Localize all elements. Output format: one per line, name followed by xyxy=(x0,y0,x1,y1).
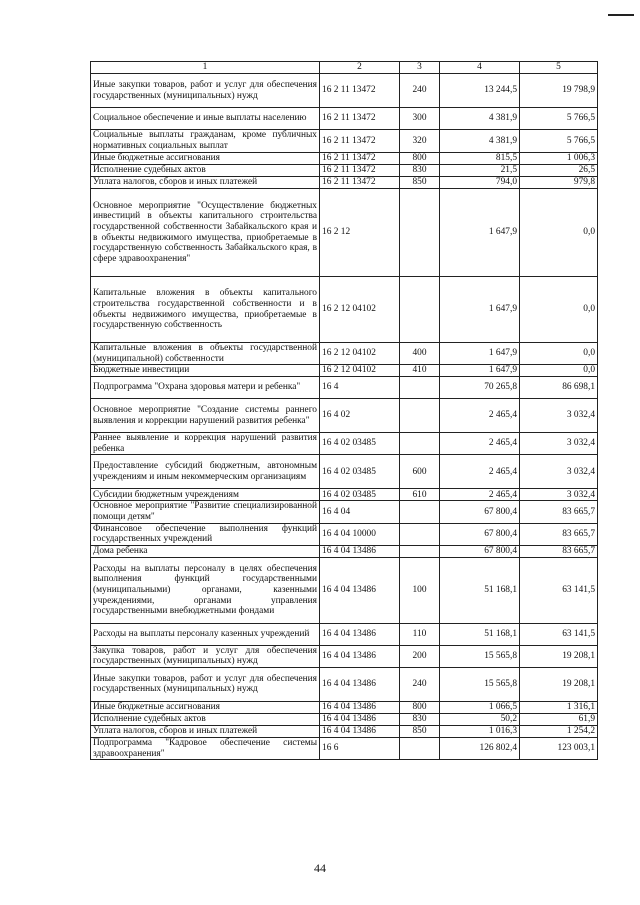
row-expense-type: 850 xyxy=(400,725,440,737)
row-code: 16 2 12 04102 xyxy=(320,343,400,365)
row-amount-col5: 1 316,1 xyxy=(520,701,598,713)
row-name: Бюджетные инвестиции xyxy=(91,365,320,377)
row-name: Капитальные вложения в объекты государственной (муниципальной) собственности xyxy=(91,343,320,365)
row-code: 16 2 11 13472 xyxy=(320,74,400,108)
row-name: Социальное обеспечение и иные выплаты населению xyxy=(91,108,320,130)
row-code: 16 4 04 13486 xyxy=(320,713,400,725)
table-row xyxy=(91,667,598,701)
row-expense-type xyxy=(400,545,440,557)
row-name: Расходы на выплаты персоналу в целях обеспечения выполнения функций государственными (муниципальными) органами, казенными учреждениями, органами управления государственными внебюджетными фондами xyxy=(91,557,320,623)
row-amount-col5: 1 006,3 xyxy=(520,153,598,165)
table-row xyxy=(91,108,598,130)
row-expense-type xyxy=(400,277,440,343)
row-expense-type: 110 xyxy=(400,623,440,645)
row-name: Субсидии бюджетным учреждениям xyxy=(91,489,320,501)
table-row xyxy=(91,713,598,725)
table-row xyxy=(91,501,598,523)
row-amount-col5: 0,0 xyxy=(520,277,598,343)
row-expense-type: 240 xyxy=(400,667,440,701)
row-expense-type xyxy=(400,433,440,455)
row-code: 16 4 04 13486 xyxy=(320,557,400,623)
row-code: 16 4 04 13486 xyxy=(320,701,400,713)
row-amount-col4: 13 244,5 xyxy=(440,74,520,108)
row-amount-col5: 19 208,1 xyxy=(520,645,598,667)
row-amount-col5: 26,5 xyxy=(520,165,598,177)
row-code: 16 2 12 xyxy=(320,189,400,277)
row-amount-col4: 126 802,4 xyxy=(440,737,520,759)
row-amount-col5: 5 766,5 xyxy=(520,130,598,153)
column-number-1: 1 xyxy=(91,62,320,74)
row-name: Уплата налогов, сборов и иных платежей xyxy=(91,177,320,189)
table-row xyxy=(91,737,598,759)
row-amount-col4: 50,2 xyxy=(440,713,520,725)
row-code: 16 4 02 03485 xyxy=(320,455,400,489)
row-amount-col5: 19 208,1 xyxy=(520,667,598,701)
row-code: 16 4 02 03485 xyxy=(320,489,400,501)
row-amount-col4: 1 647,9 xyxy=(440,343,520,365)
row-amount-col4: 2 465,4 xyxy=(440,399,520,433)
row-expense-type xyxy=(400,377,440,399)
row-amount-col4: 1 647,9 xyxy=(440,277,520,343)
row-expense-type: 320 xyxy=(400,130,440,153)
row-amount-col4: 2 465,4 xyxy=(440,455,520,489)
row-expense-type: 800 xyxy=(400,153,440,165)
row-amount-col4: 70 265,8 xyxy=(440,377,520,399)
row-code: 16 4 04 13486 xyxy=(320,645,400,667)
row-amount-col4: 15 565,8 xyxy=(440,645,520,667)
row-amount-col4: 1 647,9 xyxy=(440,365,520,377)
row-code: 16 4 02 03485 xyxy=(320,433,400,455)
row-name: Иные бюджетные ассигнования xyxy=(91,153,320,165)
row-amount-col4: 794,0 xyxy=(440,177,520,189)
row-amount-col5: 83 665,7 xyxy=(520,523,598,545)
table-row xyxy=(91,557,598,623)
table-row xyxy=(91,645,598,667)
row-amount-col5: 19 798,9 xyxy=(520,74,598,108)
row-amount-col5: 86 698,1 xyxy=(520,377,598,399)
table-row xyxy=(91,701,598,713)
row-amount-col4: 1 647,9 xyxy=(440,189,520,277)
row-code: 16 2 11 13472 xyxy=(320,130,400,153)
row-name: Исполнение судебных актов xyxy=(91,713,320,725)
page-number: 44 xyxy=(314,861,326,875)
row-expense-type xyxy=(400,189,440,277)
budget-table-body xyxy=(91,62,598,760)
row-amount-col5: 63 141,5 xyxy=(520,623,598,645)
row-name: Основное мероприятие "Осуществление бюджетных инвестиций в объекты капитального строительства государственной собственности Забайкальского края и в объекты недвижимого имущества, приобретаемые в государственную собственность Забайкальского края, в сфере здравоохранения" xyxy=(91,189,320,277)
table-row xyxy=(91,343,598,365)
row-expense-type: 610 xyxy=(400,489,440,501)
row-amount-col5: 5 766,5 xyxy=(520,108,598,130)
row-expense-type: 200 xyxy=(400,645,440,667)
row-code: 16 2 11 13472 xyxy=(320,177,400,189)
row-expense-type: 100 xyxy=(400,557,440,623)
row-amount-col5: 0,0 xyxy=(520,343,598,365)
table-row xyxy=(91,399,598,433)
table-row xyxy=(91,153,598,165)
row-amount-col4: 4 381,9 xyxy=(440,108,520,130)
row-name: Раннее выявление и коррекция нарушений развития ребенка xyxy=(91,433,320,455)
row-expense-type: 830 xyxy=(400,713,440,725)
table-row xyxy=(91,489,598,501)
row-amount-col5: 83 665,7 xyxy=(520,501,598,523)
row-name: Подпрограмма "Охрана здоровья матери и ребенка" xyxy=(91,377,320,399)
row-name: Иные закупки товаров, работ и услуг для обеспечения государственных (муниципальных) нужд xyxy=(91,74,320,108)
table-row xyxy=(91,433,598,455)
row-code: 16 2 11 13472 xyxy=(320,153,400,165)
row-name: Финансовое обеспечение выполнения функций государственных учреждений xyxy=(91,523,320,545)
row-expense-type: 400 xyxy=(400,343,440,365)
row-expense-type xyxy=(400,501,440,523)
row-code: 16 4 04 10000 xyxy=(320,523,400,545)
row-code: 16 6 xyxy=(320,737,400,759)
row-expense-type: 830 xyxy=(400,165,440,177)
row-code: 16 2 11 13472 xyxy=(320,108,400,130)
row-expense-type xyxy=(400,737,440,759)
table-row xyxy=(91,177,598,189)
row-expense-type: 300 xyxy=(400,108,440,130)
row-code: 16 4 04 13486 xyxy=(320,725,400,737)
row-amount-col5: 979,8 xyxy=(520,177,598,189)
column-number-row xyxy=(91,62,598,74)
row-amount-col5: 83 665,7 xyxy=(520,545,598,557)
row-amount-col5: 0,0 xyxy=(520,189,598,277)
row-amount-col4: 67 800,4 xyxy=(440,545,520,557)
table-row xyxy=(91,523,598,545)
row-amount-col4: 51 168,1 xyxy=(440,623,520,645)
column-number-5: 5 xyxy=(520,62,598,74)
row-expense-type: 240 xyxy=(400,74,440,108)
row-expense-type xyxy=(400,399,440,433)
table-row xyxy=(91,365,598,377)
table-row xyxy=(91,623,598,645)
row-amount-col4: 21,5 xyxy=(440,165,520,177)
column-number-3: 3 xyxy=(400,62,440,74)
table-row xyxy=(91,74,598,108)
row-name: Основное мероприятие "Развитие специализированной помощи детям" xyxy=(91,501,320,523)
table-row xyxy=(91,377,598,399)
row-code: 16 2 11 13472 xyxy=(320,165,400,177)
row-amount-col4: 4 381,9 xyxy=(440,130,520,153)
row-code: 16 4 04 13486 xyxy=(320,545,400,557)
row-name: Иные закупки товаров, работ и услуг для обеспечения государственных (муниципальных) нужд xyxy=(91,667,320,701)
row-amount-col5: 3 032,4 xyxy=(520,433,598,455)
row-expense-type: 600 xyxy=(400,455,440,489)
row-name: Уплата налогов, сборов и иных платежей xyxy=(91,725,320,737)
row-name: Социальные выплаты гражданам, кроме публичных нормативных социальных выплат xyxy=(91,130,320,153)
table-row xyxy=(91,545,598,557)
row-expense-type: 410 xyxy=(400,365,440,377)
row-amount-col4: 51 168,1 xyxy=(440,557,520,623)
row-code: 16 2 12 04102 xyxy=(320,365,400,377)
row-code: 16 4 04 13486 xyxy=(320,623,400,645)
row-amount-col5: 3 032,4 xyxy=(520,399,598,433)
row-expense-type: 800 xyxy=(400,701,440,713)
table-row xyxy=(91,130,598,153)
row-amount-col5: 61,9 xyxy=(520,713,598,725)
row-code: 16 4 xyxy=(320,377,400,399)
row-code: 16 4 02 xyxy=(320,399,400,433)
table-row xyxy=(91,725,598,737)
row-name: Закупка товаров, работ и услуг для обеспечения государственных (муниципальных) нужд xyxy=(91,645,320,667)
row-amount-col4: 67 800,4 xyxy=(440,523,520,545)
row-amount-col4: 1 066,5 xyxy=(440,701,520,713)
row-name: Иные бюджетные ассигнования xyxy=(91,701,320,713)
table-row xyxy=(91,189,598,277)
row-name: Исполнение судебных актов xyxy=(91,165,320,177)
row-name: Капитальные вложения в объекты капитального строительства государственной собственности и в объекты недвижимого имущества, приобретаемые в государственную собственность xyxy=(91,277,320,343)
row-amount-col4: 2 465,4 xyxy=(440,433,520,455)
row-amount-col4: 815,5 xyxy=(440,153,520,165)
row-amount-col5: 0,0 xyxy=(520,365,598,377)
row-name: Расходы на выплаты персоналу казенных учреждений xyxy=(91,623,320,645)
row-amount-col5: 123 003,1 xyxy=(520,737,598,759)
page-corner-mark xyxy=(608,14,634,16)
column-number-4: 4 xyxy=(440,62,520,74)
row-amount-col4: 1 016,3 xyxy=(440,725,520,737)
column-number-2: 2 xyxy=(320,62,400,74)
row-name: Дома ребенка xyxy=(91,545,320,557)
row-code: 16 4 04 xyxy=(320,501,400,523)
row-amount-col5: 1 254,2 xyxy=(520,725,598,737)
row-expense-type: 850 xyxy=(400,177,440,189)
row-amount-col5: 63 141,5 xyxy=(520,557,598,623)
row-amount-col5: 3 032,4 xyxy=(520,455,598,489)
row-name: Предоставление субсидий бюджетным, автономным учреждениям и иным некоммерческим организациям xyxy=(91,455,320,489)
row-name: Основное мероприятие "Создание системы раннего выявления и коррекции нарушений развития ребенка" xyxy=(91,399,320,433)
row-name: Подпрограмма "Кадровое обеспечение системы здравоохранения" xyxy=(91,737,320,759)
row-amount-col5: 3 032,4 xyxy=(520,489,598,501)
row-expense-type xyxy=(400,523,440,545)
row-amount-col4: 15 565,8 xyxy=(440,667,520,701)
row-code: 16 2 12 04102 xyxy=(320,277,400,343)
table-row xyxy=(91,277,598,343)
budget-table xyxy=(90,61,598,760)
row-amount-col4: 2 465,4 xyxy=(440,489,520,501)
row-code: 16 4 04 13486 xyxy=(320,667,400,701)
table-row xyxy=(91,165,598,177)
table-row xyxy=(91,455,598,489)
row-amount-col4: 67 800,4 xyxy=(440,501,520,523)
